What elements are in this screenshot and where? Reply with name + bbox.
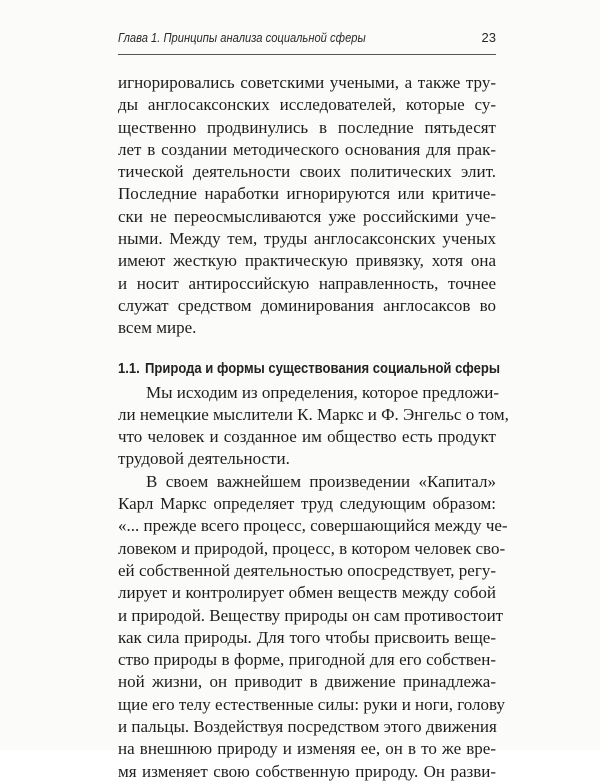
text-line: трудовой деятельности. xyxy=(118,449,290,469)
running-header xyxy=(118,30,496,52)
text-line: и природой. Веществу природы он сам противостоит xyxy=(118,605,504,625)
text-line: игнорировались советскими учеными, а также тру- xyxy=(118,73,496,92)
text-line: мя изменяет свою собственную природу. Он разви- xyxy=(118,761,496,781)
text-line: ски не переосмысливаются уже российскими уче- xyxy=(118,206,496,226)
text-line: Последние наработки игнорируются или критиче- xyxy=(118,184,496,204)
body-text xyxy=(118,72,509,783)
text-line: ной жизни, он приводит в движение принадлежа- xyxy=(118,672,496,692)
text-line: на внешнюю природу и изменяя ее, он в то же вре- xyxy=(118,739,496,759)
text-line: тической деятельности своих политических элит. xyxy=(118,162,496,182)
running-title: Глава 1. Принципы анализа социальной сферы xyxy=(118,30,366,45)
section-title: Природа и формы существования социальной сферы xyxy=(145,360,500,377)
text-line: имеют жесткую практическую привязку, хотя она xyxy=(118,251,496,271)
paragraph-1 xyxy=(118,72,496,340)
text-line: ными. Между тем, труды англосаксонских ученых xyxy=(118,229,496,249)
paragraph-2 xyxy=(118,382,509,471)
paragraph-3 xyxy=(118,471,508,783)
text-line: щественно продвинулись в последние пятьдесят xyxy=(118,117,496,137)
page-number: 23 xyxy=(481,30,496,45)
text-line: ли немецкие мыслители К. Маркс и Ф. Энгельс о том, xyxy=(118,404,509,424)
text-line: ство природы в форме, пригодной для его собствен- xyxy=(118,650,496,670)
text-line: всем мире. xyxy=(118,318,197,338)
section-number: 1.1. xyxy=(118,360,140,377)
text-line: лет в создании методического основания для прак- xyxy=(118,139,496,159)
text-line: и носит антироссийскую направленность, точнее xyxy=(118,273,496,293)
text-line: ей собственной деятельностью опосредствует, регу- xyxy=(118,560,496,580)
text-line: ловеком и природой, процесс, в котором человек сво- xyxy=(118,538,506,558)
text-line: лирует и контролирует обмен веществ между собой xyxy=(118,583,496,603)
text-line: что человек и созданное им общество есть продукт xyxy=(118,427,496,447)
text-line: служат средством доминирования англосаксов во xyxy=(118,295,496,315)
text-line: ды англосаксонских исследователей, которые су- xyxy=(118,95,496,115)
text-line: Мы исходим из определения, которое предложи- xyxy=(146,382,500,402)
section-heading xyxy=(118,358,500,380)
text-line: и пальцы. Воздействуя посредством этого движения xyxy=(118,717,497,737)
text-line: В своем важнейшем произведении «Капитал» xyxy=(146,471,496,491)
text-line: щие его телу естественные силы: руки и ноги, голову xyxy=(118,694,505,714)
header-rule xyxy=(118,54,496,55)
text-line: «... прежде всего процесс, совершающийся между че- xyxy=(118,516,508,536)
text-line: Карл Маркс определяет труд следующим образом: xyxy=(118,494,496,514)
text-line: как сила природы. Для того чтобы присвоить веще- xyxy=(118,627,496,647)
